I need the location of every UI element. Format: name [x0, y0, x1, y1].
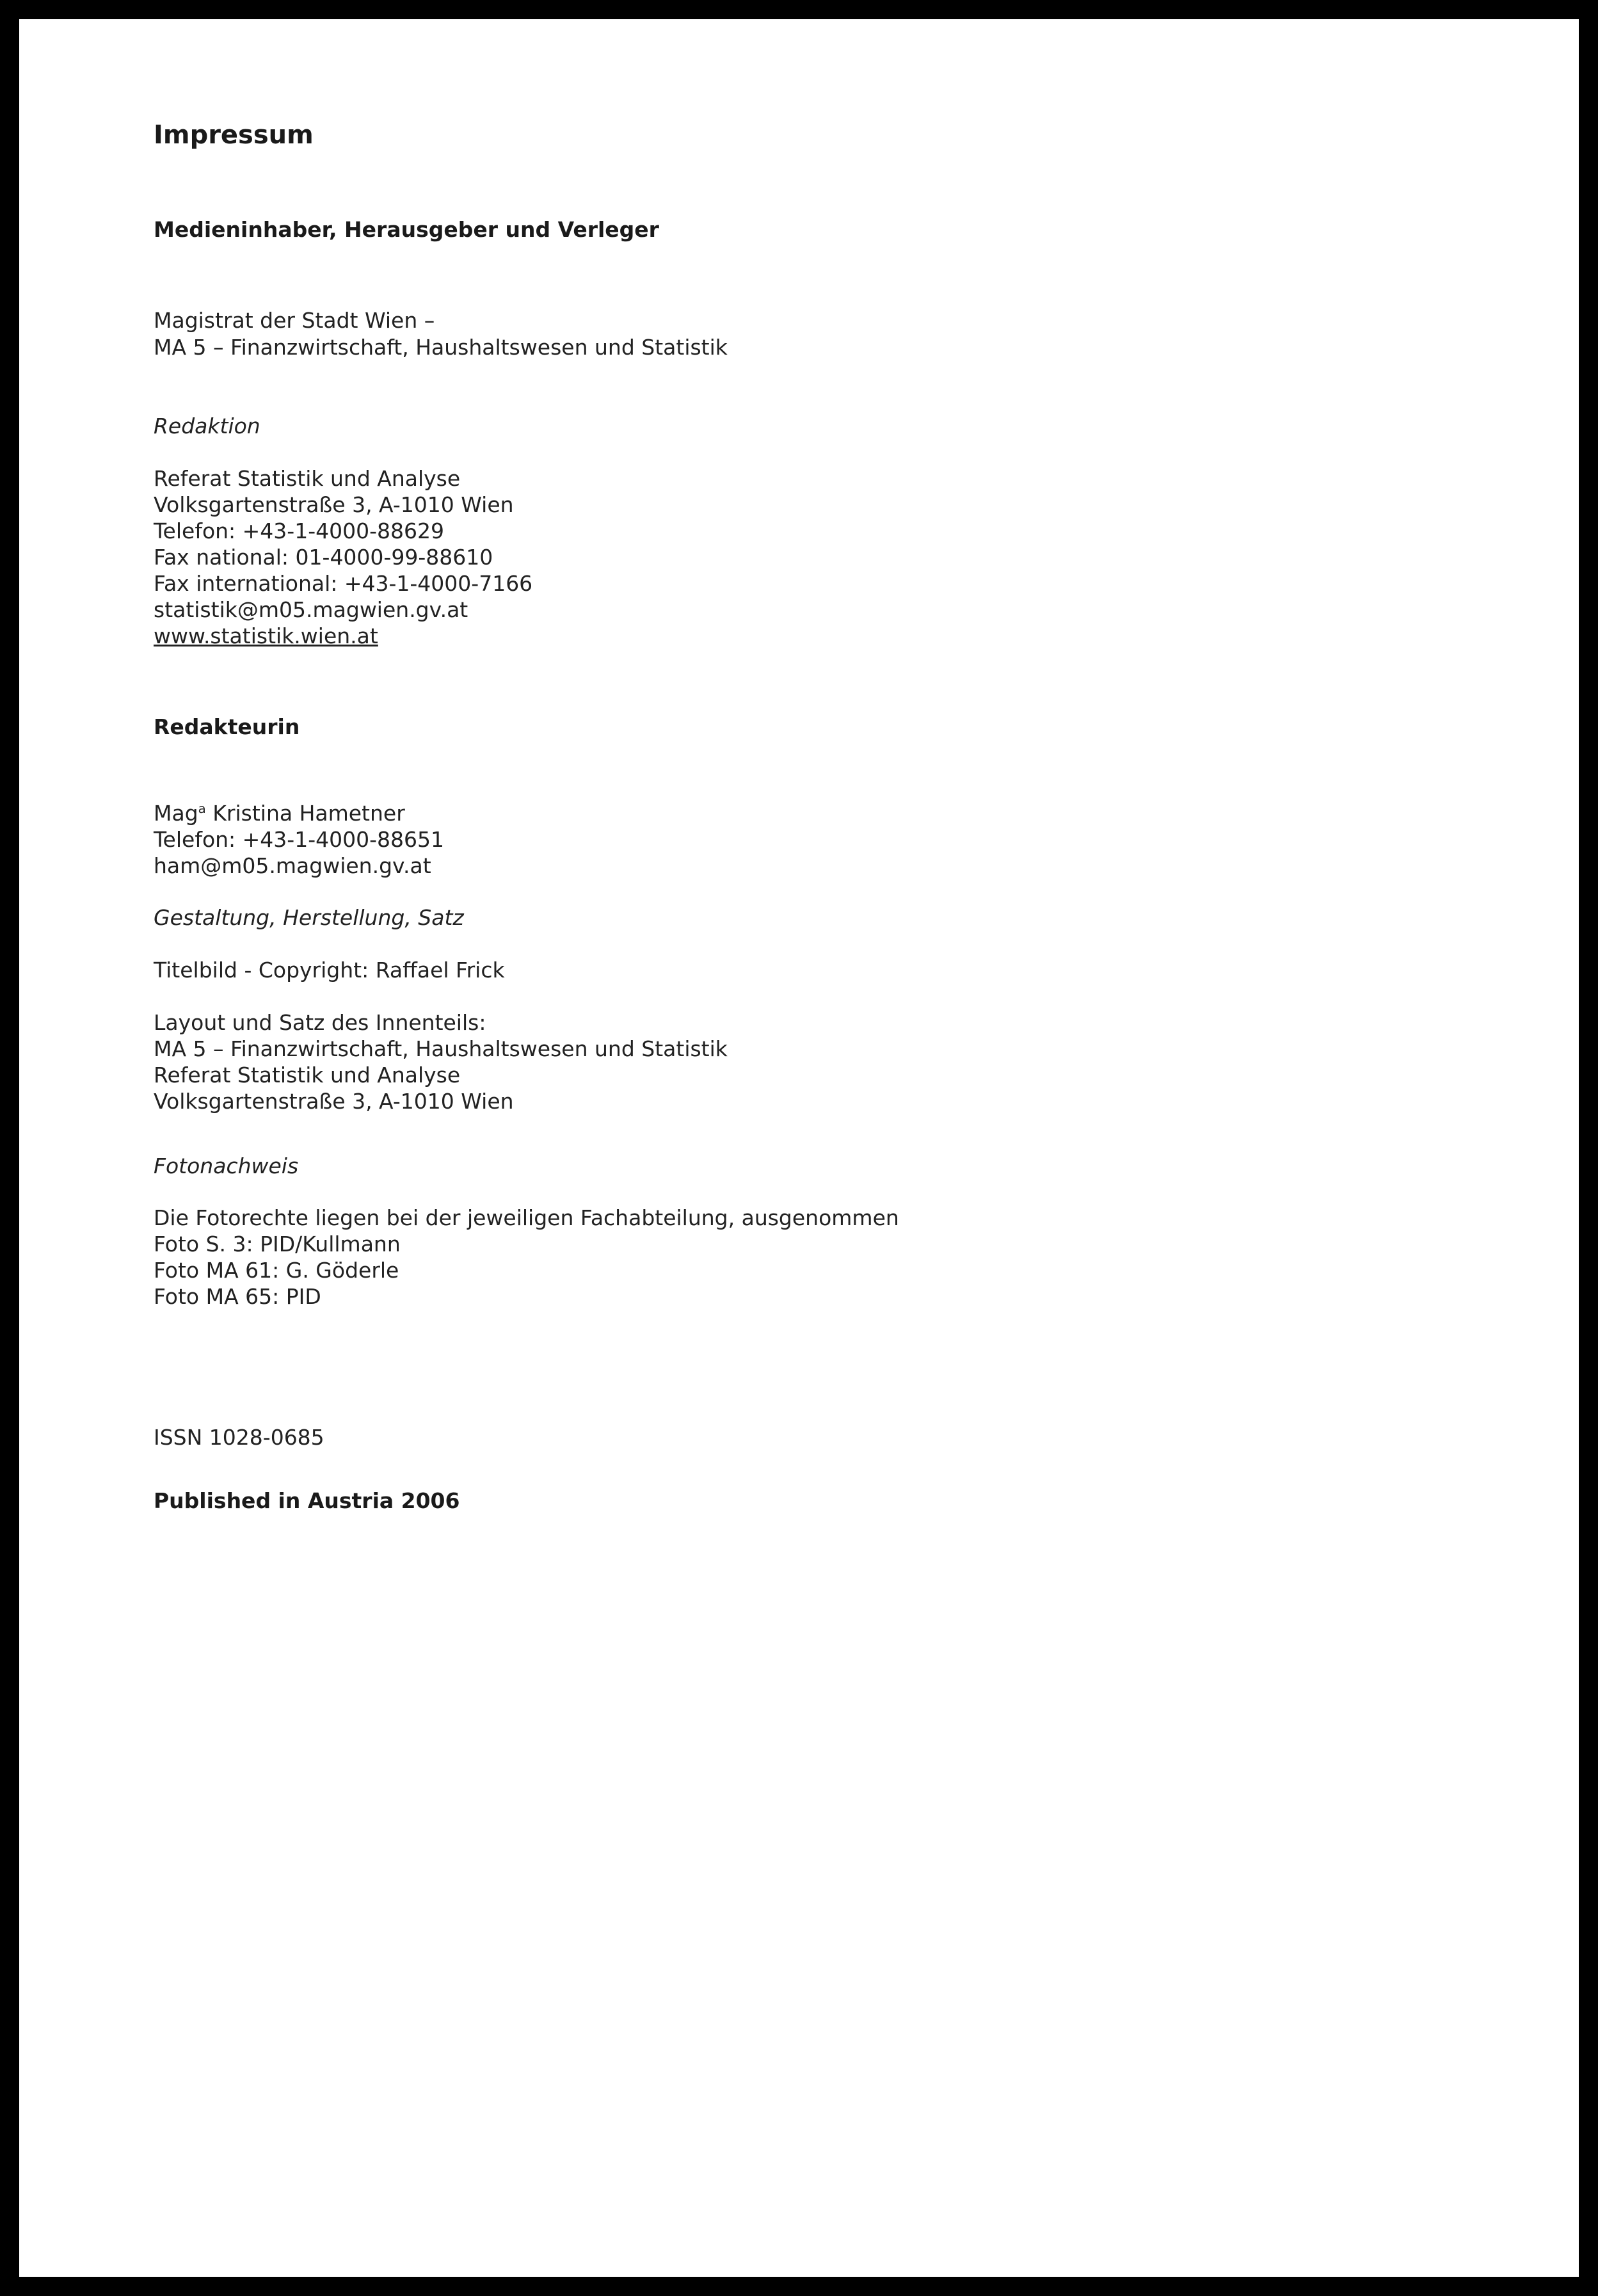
owner-heading: Medieninhaber, Herausgeber und Verleger: [154, 217, 659, 242]
redaktion-line: Referat Statistik und Analyse: [154, 466, 461, 491]
redakteurin-name: Mag$^a$ Kristina Hametner: [154, 801, 405, 826]
redakteurin-heading: Redakteurin: [154, 714, 300, 739]
published-note: Published in Austria 2006: [154, 1488, 460, 1513]
page-title: Impressum: [154, 120, 314, 150]
gestaltung-line: Referat Statistik und Analyse: [154, 1063, 461, 1088]
redakteurin-email: ham@m05.magwien.gv.at: [154, 853, 431, 878]
gestaltung-line: MA 5 – Finanzwirtschaft, Haushaltswesen und Statistik: [154, 1036, 728, 1061]
gestaltung-line: Volksgartenstraße 3, A-1010 Wien: [154, 1089, 514, 1114]
owner-line: Magistrat der Stadt Wien –: [154, 308, 435, 333]
redaktion-heading: Redaktion: [154, 413, 260, 438]
document-page: [19, 19, 1579, 2277]
fotonachweis-line: Foto MA 65: PID: [154, 1284, 321, 1309]
gestaltung-heading: Gestaltung, Herstellung, Satz: [154, 905, 464, 930]
website-link[interactable]: www.statistik.wien.at: [154, 623, 378, 648]
gestaltung-line: Layout und Satz des Innenteils:: [154, 1010, 486, 1035]
redakteurin-phone: Telefon: +43-1-4000-88651: [154, 827, 444, 852]
issn: ISSN 1028-0685: [154, 1425, 324, 1450]
fotonachweis-line: Foto S. 3: PID/Kullmann: [154, 1232, 401, 1256]
redaktion-fax-international: Fax international: +43-1-4000-7166: [154, 571, 533, 596]
fotonachweis-heading: Fotonachweis: [154, 1153, 299, 1178]
redaktion-fax-national: Fax national: 01-4000-99-88610: [154, 545, 493, 570]
titelbild-credit: Titelbild - Copyright: Raffael Frick: [154, 958, 505, 983]
owner-line: MA 5 – Finanzwirtschaft, Haushaltswesen und Statistik: [154, 335, 728, 360]
redaktion-email: statistik@m05.magwien.gv.at: [154, 597, 468, 622]
fotonachweis-line: Foto MA 61: G. Göderle: [154, 1258, 399, 1283]
redaktion-phone: Telefon: +43-1-4000-88629: [154, 518, 444, 543]
fotonachweis-line: Die Fotorechte liegen bei der jeweiligen Fachabteilung, ausgenommen: [154, 1205, 899, 1230]
redaktion-line: Volksgartenstraße 3, A-1010 Wien: [154, 492, 514, 517]
